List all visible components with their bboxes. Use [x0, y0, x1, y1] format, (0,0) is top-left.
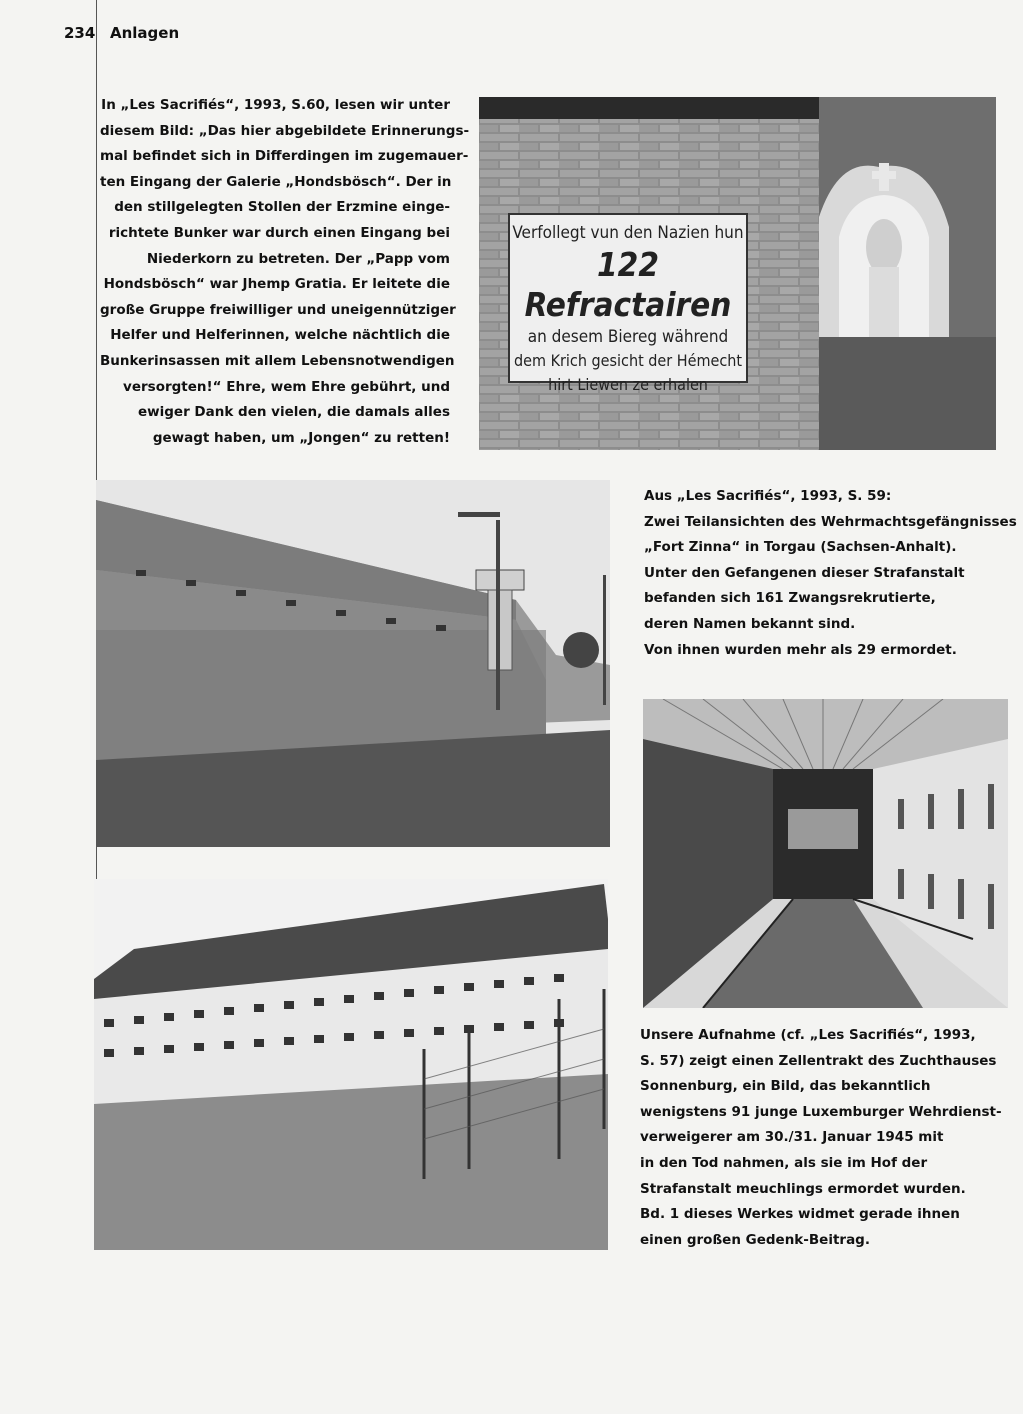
- photo-cell-block-interior: [643, 699, 1008, 1008]
- sign-line: an desem Biereg während: [527, 327, 729, 347]
- sign-line: Verfollegt vun den Nazien hun: [512, 223, 744, 243]
- caption-line: ten Eingang der Galerie „Hondsbösch“. Der in: [100, 173, 452, 190]
- caption-line: Niederkorn zu betreten. Der „Papp vom: [146, 250, 450, 267]
- caption-line: deren Namen bekannt sind.: [644, 615, 856, 632]
- caption-line: richtete Bunker war durch einen Eingang bei: [108, 224, 450, 241]
- caption-line: Bd. 1 dieses Werkes widmet gerade ihnen: [640, 1206, 960, 1223]
- sign-line-large: 122 Refractairen: [524, 245, 732, 324]
- caption-line: Strafanstalt meuchlings ermordet wurden.: [640, 1180, 966, 1197]
- section-title: Anlagen: [110, 24, 180, 42]
- sign-line: hirt Liewen ze erhalen: [548, 375, 708, 394]
- caption-torgau: [644, 484, 1017, 663]
- caption-line: Von ihnen wurden mehr als 29 ermordet.: [644, 641, 957, 658]
- caption-line: Aus „Les Sacrifiés“, 1993, S. 59:: [644, 488, 892, 504]
- caption-line: Hondsbösch“ war Jhemp Gratia. Er leitete die: [103, 276, 450, 293]
- caption-memorial: [100, 93, 470, 451]
- photo-memorial-hondsbosch: [479, 97, 996, 450]
- caption-line: in den Tod nahmen, als sie im Hof der: [640, 1154, 928, 1171]
- caption-line: Sonnenburg, ein Bild, das bekanntlich: [640, 1078, 931, 1095]
- sign-line: dem Krich gesicht der Hémecht: [513, 351, 743, 370]
- caption-line: einen großen Gedenk-Beitrag.: [640, 1231, 870, 1248]
- caption-line: Unsere Aufnahme (cf. „Les Sacrifiés“, 1993,: [640, 1027, 976, 1043]
- caption-line: gewagt haben, um „Jongen“ zu retten!: [152, 429, 450, 446]
- caption-line: versorgten!“ Ehre, wem Ehre gebührt, und: [123, 378, 450, 395]
- photo-fort-zinna-wall: [96, 480, 610, 847]
- caption-line: mal befindet sich in Differdingen im zugemauer-: [100, 148, 469, 165]
- caption-line: S. 57) zeigt einen Zellentrakt des Zuchthauses: [640, 1052, 997, 1069]
- caption-line: ewiger Dank den vielen, die damals alles: [138, 404, 450, 421]
- caption-line: Zwei Teilansichten des Wehrmachtsgefängnisses: [644, 513, 1017, 530]
- caption-line: verweigerer am 30./31. Januar 1945 mit: [640, 1129, 944, 1146]
- caption-line: Bunkerinsassen mit allem Lebensnotwendigen: [100, 352, 455, 369]
- caption-line: In „Les Sacrifiés“, 1993, S.60, lesen wir unter: [101, 97, 450, 113]
- caption-line: den stillgelegten Stollen der Erzmine einge-: [114, 199, 450, 216]
- caption-line: „Fort Zinna“ in Torgau (Sachsen-Anhalt).: [644, 539, 957, 556]
- caption-line: Unter den Gefangenen dieser Strafanstalt: [644, 564, 965, 581]
- caption-line: große Gruppe freiwilliger und uneigennütziger: [100, 301, 456, 318]
- photo-sonnenburg-prison: [94, 879, 608, 1250]
- caption-line: wenigstens 91 junge Luxemburger Wehrdienst-: [640, 1103, 1002, 1120]
- page-number: 234: [64, 24, 96, 42]
- caption-line: Helfer und Helferinnen, welche nächtlich die: [110, 327, 450, 344]
- caption-line: befanden sich 161 Zwangsrekrutierte,: [644, 590, 936, 607]
- caption-sonnenburg: [640, 1023, 1010, 1253]
- memorial-sign: [511, 221, 745, 397]
- caption-line: diesem Bild: „Das hier abgebildete Erinnerungs-: [100, 122, 470, 139]
